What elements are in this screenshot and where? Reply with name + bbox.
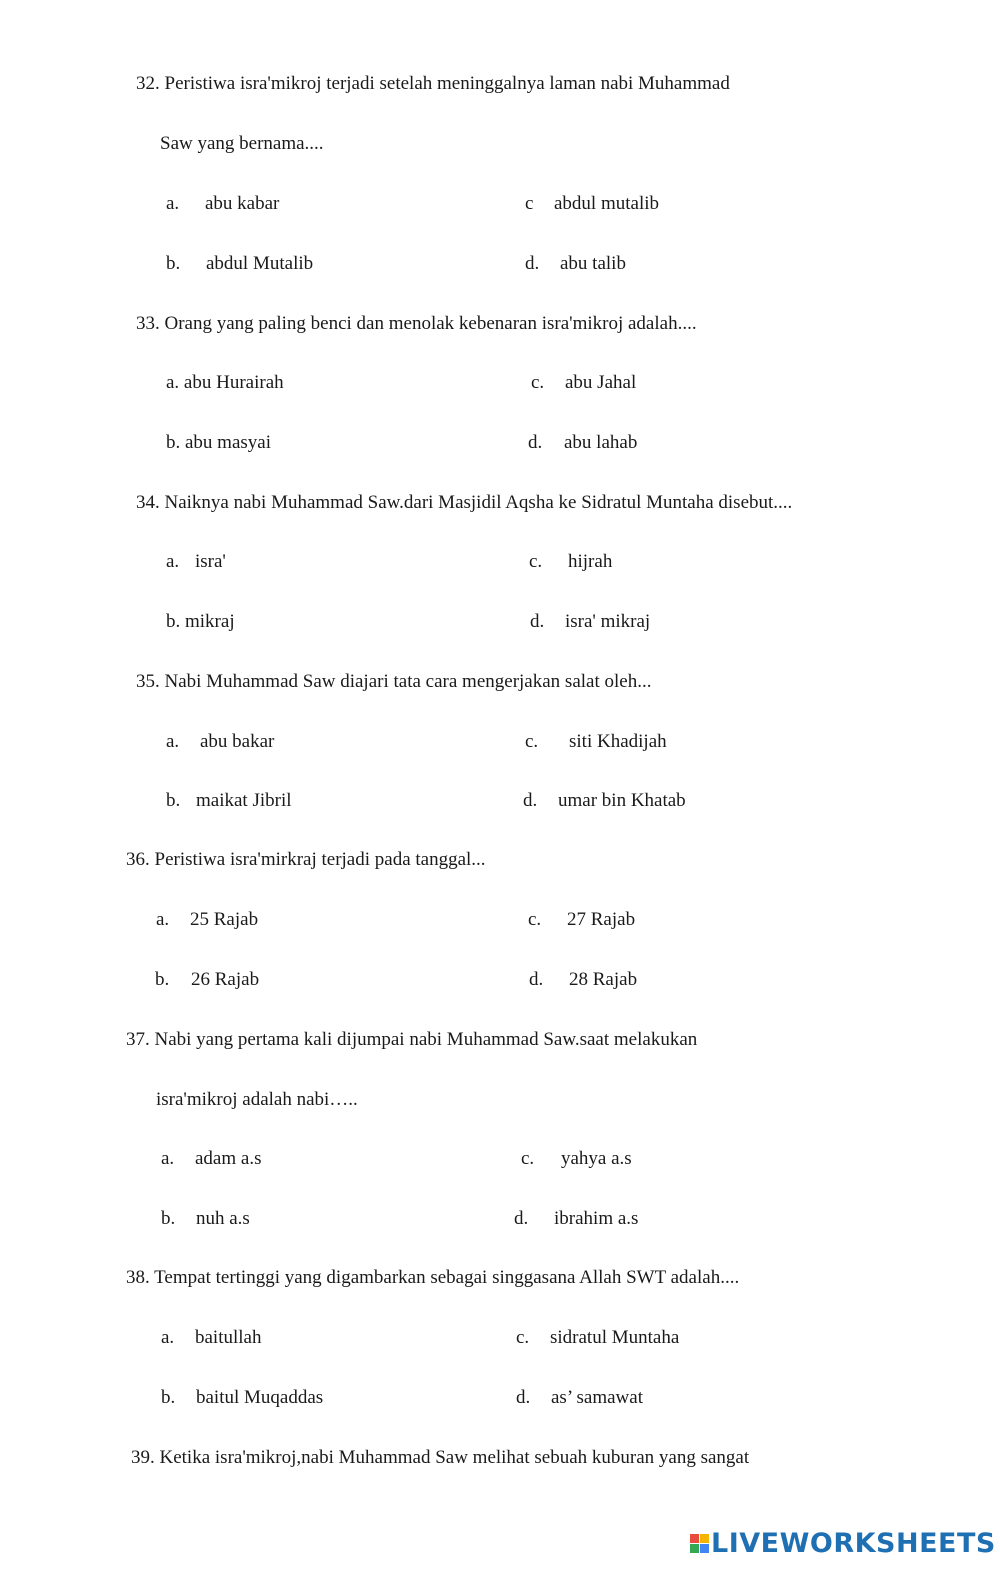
- q37-text-line2: isra'mikroj adalah nabi…..: [156, 1089, 358, 1110]
- q37-option-d-text[interactable]: ibrahim a.s: [554, 1208, 639, 1229]
- logo-square-blue: [700, 1544, 709, 1553]
- q36-option-c-letter: c.: [528, 909, 542, 930]
- q32-option-d-letter: d.: [525, 253, 540, 274]
- liveworksheets-logo-text: LIVEWORKSHEETS: [711, 1527, 996, 1559]
- q33-option-d-text[interactable]: abu lahab: [564, 432, 638, 453]
- q33-option-a-text[interactable]: a. abu Hurairah: [166, 372, 284, 393]
- q38-option-a-text[interactable]: baitullah: [195, 1327, 262, 1348]
- q32-option-b-letter: b.: [166, 253, 181, 274]
- q38-option-d-letter: d.: [516, 1387, 531, 1408]
- q36-option-a-text[interactable]: 25 Rajab: [190, 909, 259, 930]
- logo-square-yellow: [700, 1534, 709, 1543]
- q36-option-c-text[interactable]: 27 Rajab: [567, 909, 636, 930]
- q38-option-c-text[interactable]: sidratul Muntaha: [550, 1327, 680, 1348]
- liveworksheets-logo: [690, 1527, 996, 1559]
- q35-option-d-text[interactable]: umar bin Khatab: [558, 790, 686, 811]
- q33-option-d-letter: d.: [528, 432, 543, 453]
- q35-option-b-text[interactable]: maikat Jibril: [196, 790, 292, 811]
- q37-option-b-text[interactable]: nuh a.s: [196, 1208, 250, 1229]
- q35-option-a-text[interactable]: abu bakar: [200, 731, 275, 752]
- q34-text-line1: 34. Naiknya nabi Muhammad Saw.dari Masjidil Aqsha ke Sidratul Muntaha disebut....: [136, 492, 793, 513]
- q32-text-line2: Saw yang bernama....: [160, 133, 324, 154]
- q36-option-d-text[interactable]: 28 Rajab: [569, 969, 638, 990]
- q37-option-d-letter: d.: [514, 1208, 529, 1229]
- q34-option-c-letter: c.: [529, 551, 543, 572]
- q36-option-b-text[interactable]: 26 Rajab: [191, 969, 260, 990]
- liveworksheets-logo-icon: [690, 1534, 709, 1553]
- q35-option-b-letter: b.: [166, 790, 181, 811]
- q32-option-b-text[interactable]: abdul Mutalib: [206, 253, 314, 274]
- q38-option-c-letter: c.: [516, 1327, 530, 1348]
- q36-option-b-letter: b.: [155, 969, 170, 990]
- q37-option-c-text[interactable]: yahya a.s: [561, 1148, 632, 1169]
- q38-option-b-text[interactable]: baitul Muqaddas: [196, 1387, 324, 1408]
- q33-option-c-text[interactable]: abu Jahal: [565, 372, 637, 393]
- logo-square-green: [690, 1544, 699, 1553]
- q37-option-c-letter: c.: [521, 1148, 535, 1169]
- q32-option-a-letter: a.: [166, 193, 180, 214]
- logo-square-red: [690, 1534, 699, 1543]
- q36-text-line1: 36. Peristiwa isra'mirkraj terjadi pada tanggal...: [126, 849, 486, 870]
- q39-text-line1: 39. Ketika isra'mikroj,nabi Muhammad Saw melihat sebuah kuburan yang sangat: [131, 1447, 750, 1468]
- q34-option-b-text[interactable]: b. mikraj: [166, 611, 235, 632]
- q32-option-c-text[interactable]: abdul mutalib: [554, 193, 660, 214]
- q38-option-a-letter: a.: [161, 1327, 175, 1348]
- q33-option-c-letter: c.: [531, 372, 545, 393]
- q32-option-d-text[interactable]: abu talib: [560, 253, 626, 274]
- q35-option-d-letter: d.: [523, 790, 538, 811]
- q38-text-line1: 38. Tempat tertinggi yang digambarkan sebagai singgasana Allah SWT adalah....: [126, 1267, 740, 1288]
- q37-option-a-letter: a.: [161, 1148, 175, 1169]
- q33-option-b-text[interactable]: b. abu masyai: [166, 432, 272, 453]
- q36-option-a-letter: a.: [156, 909, 170, 930]
- q35-option-c-letter: c.: [525, 731, 539, 752]
- q32-option-c-letter: c: [525, 193, 534, 214]
- q38-option-d-text[interactable]: as’ samawat: [551, 1387, 643, 1408]
- q37-text-line1: 37. Nabi yang pertama kali dijumpai nabi Muhammad Saw.saat melakukan: [126, 1029, 698, 1050]
- q34-option-a-letter: a.: [166, 551, 180, 572]
- q35-option-a-letter: a.: [166, 731, 180, 752]
- q38-option-b-letter: b.: [161, 1387, 176, 1408]
- q36-option-d-letter: d.: [529, 969, 544, 990]
- q33-text-line1: 33. Orang yang paling benci dan menolak kebenaran isra'mikroj adalah....: [136, 313, 697, 334]
- q35-text-line1: 35. Nabi Muhammad Saw diajari tata cara mengerjakan salat oleh...: [136, 671, 652, 692]
- q32-text-line1: 32. Peristiwa isra'mikroj terjadi setelah meninggalnya laman nabi Muhammad: [136, 73, 730, 94]
- q34-option-d-text[interactable]: isra' mikraj: [565, 611, 651, 632]
- q37-option-b-letter: b.: [161, 1208, 176, 1229]
- q34-option-c-text[interactable]: hijrah: [568, 551, 613, 572]
- q32-option-a-text[interactable]: abu kabar: [205, 193, 280, 214]
- q35-option-c-text[interactable]: siti Khadijah: [569, 731, 667, 752]
- q34-option-a-text[interactable]: isra': [195, 551, 226, 572]
- q34-option-d-letter: d.: [530, 611, 545, 632]
- q37-option-a-text[interactable]: adam a.s: [195, 1148, 262, 1169]
